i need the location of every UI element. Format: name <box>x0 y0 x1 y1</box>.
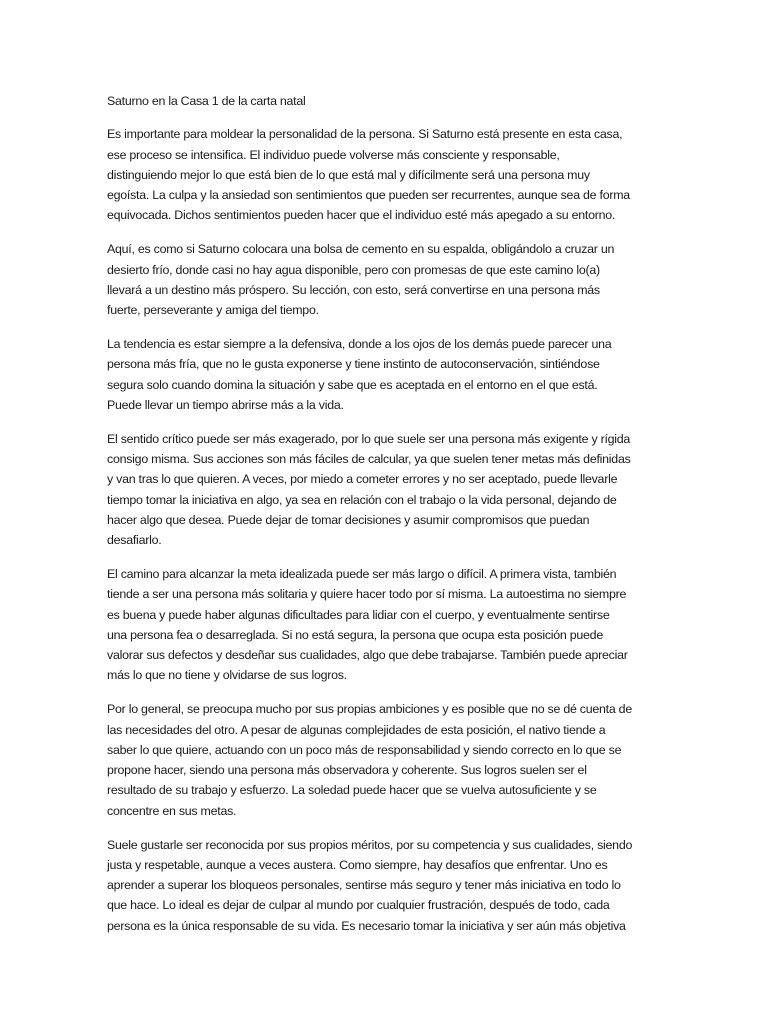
text-line: Aquí, es como si Saturno colocara una bolsa de cemento en su espalda, obligándolo a cruzar un <box>107 242 615 257</box>
text-line: El camino para alcanzar la meta idealizada puede ser más largo o difícil. A primera vista, también <box>107 566 617 581</box>
text-line: saber lo que quiere, actuando con un poco más de responsabilidad y siendo correcto en lo que se <box>107 742 622 757</box>
paragraph-list <box>107 124 682 936</box>
text-line: y van tras lo que quieren. A veces, por miedo a cometer errores y no ser aceptado, puede llevarle <box>107 472 618 487</box>
text-line: Puede llevar un tiempo abrirse más a la vida. <box>107 397 344 412</box>
document-body <box>107 91 682 949</box>
text-line: aprender a superar los bloqueos personales, sentirse más seguro y tener más iniciativa en todo lo <box>107 878 621 893</box>
text-line: segura solo cuando domina la situación y sabe que es aceptada en el entorno en el que está. <box>107 377 598 392</box>
text-line: hacer algo que desea. Puede dejar de tomar decisiones y asumir compromisos que puedan <box>107 512 590 527</box>
text-line: es buena y puede haber algunas dificultades para lidiar con el cuerpo, y eventualmente sentirse <box>107 607 610 622</box>
text-line: equivocada. Dichos sentimientos pueden hacer que el individuo esté más apegado a su entorno. <box>107 208 616 223</box>
text-line: valorar sus defectos y desdeñar sus cualidades, algo que debe trabajarse. También puede apreciar <box>107 648 628 663</box>
text-line: El sentido crítico puede ser más exagerado, por lo que suele ser una persona más exigente y rígida <box>107 431 631 446</box>
text-line: concentre en sus metas. <box>107 803 237 818</box>
text-line: consigo misma. Sus acciones son más fáciles de calcular, ya que suelen tener metas más definidas <box>107 451 631 466</box>
text-line: Por lo general, se preocupa mucho por sus propias ambiciones y es posible que no se dé cuenta de <box>107 702 632 717</box>
document-title: Saturno en la Casa 1 de la carta natal <box>107 94 306 108</box>
text-line: persona más fría, que no le gusta exponerse y tiene instinto de autoconservación, sintiéndose <box>107 357 600 372</box>
text-line: Es importante para moldear la personalidad de la persona. Si Saturno está presente en esta casa, <box>107 127 623 142</box>
text-line: tiempo tomar la iniciativa en algo, ya sea en relación con el trabajo o la vida personal, dejando de <box>107 492 617 507</box>
text-line: las necesidades del otro. A pesar de algunas complejidades de esta posición, el nativo tiende a <box>107 722 606 737</box>
text-line: resultado de su trabajo y esfuerzo. La soledad puede hacer que se vuelva autosuficiente y se <box>107 783 597 798</box>
text-line: propone hacer, siendo una persona más observadora y coherente. Sus logros suelen ser el <box>107 763 587 778</box>
text-line: ese proceso se intensifica. El individuo puede volverse más consciente y responsable, <box>107 147 560 162</box>
body-paragraph <box>107 564 682 686</box>
text-line: distinguiendo mejor lo que está bien de lo que está mal y difícilmente será una persona muy <box>107 167 590 182</box>
text-line: egoísta. La culpa y la ansiedad son sentimientos que pueden ser recurrentes, aunque sea de forma <box>107 188 630 203</box>
text-line: llevará a un destino más próspero. Su lección, con esto, será convertirse en una persona más <box>107 282 600 297</box>
text-line: Suele gustarle ser reconocida por sus propios méritos, por su competencia y sus cualidades, siendo <box>107 837 633 852</box>
text-line: una persona fea o desarreglada. Si no está segura, la persona que ocupa esta posición puede <box>107 627 603 642</box>
body-paragraph <box>107 429 682 551</box>
body-paragraph <box>107 124 682 225</box>
text-line: que hace. Lo ideal es dejar de culpar al mundo por cualquier frustración, después de todo, cada <box>107 898 610 913</box>
text-line: La tendencia es estar siempre a la defensiva, donde a los ojos de los demás puede parecer una <box>107 336 612 351</box>
text-line: tiende a ser una persona más solitaria y quiere hacer todo por sí misma. La autoestima no siempre <box>107 587 627 602</box>
text-line: desafiarlo. <box>107 533 162 548</box>
text-line: fuerte, perseverante y amiga del tiempo. <box>107 303 319 318</box>
body-paragraph <box>107 239 682 320</box>
text-line: persona es la única responsable de su vida. Es necesario tomar la iniciativa y ser aún más objetiva <box>107 918 626 933</box>
text-line: más lo que no tiene y olvidarse de sus logros. <box>107 668 347 683</box>
body-paragraph <box>107 835 682 936</box>
text-line: justa y respetable, aunque a veces austera. Como siempre, hay desafíos que enfrentar. Uno es <box>107 857 608 872</box>
body-paragraph <box>107 699 682 821</box>
body-paragraph <box>107 334 682 415</box>
text-line: desierto frío, donde casi no hay agua disponible, pero con promesas de que este camino lo(a) <box>107 262 600 277</box>
